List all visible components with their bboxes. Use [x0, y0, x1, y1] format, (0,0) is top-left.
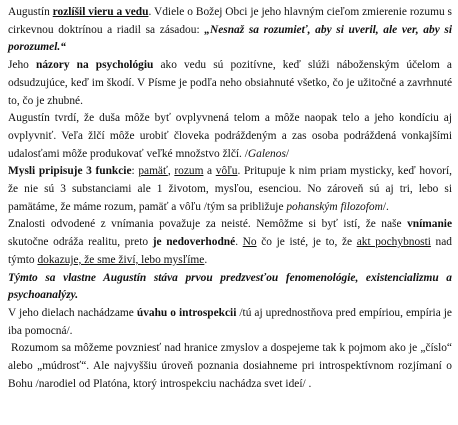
paragraph-forerunner [8, 270, 452, 305]
text-run: ako vedu sú pozitívne, keď slúži náboženským účelom a odsudzujúce, keď im škodí. V Písme je podľa neho obsiahnuté všetko, čo je užitočné a zavrhnuté to, čo je zhubné. [8, 59, 452, 107]
text-run: Znalosti odvodené z vnímania považuje za neisté. Nemôžme si byť istí, že naše [8, 218, 408, 231]
paragraph-perception-and-doubt [8, 216, 452, 269]
text-run: názory na psychológiu [35, 59, 154, 72]
text-run: . [204, 253, 208, 266]
paragraph-functions-of-mind [8, 163, 452, 216]
text-run: je nedoverhodné [152, 236, 236, 249]
paragraph-faith-and-science [8, 4, 452, 57]
text-run: Jeho [8, 59, 36, 72]
text-run: a [203, 165, 216, 178]
paragraph-introspection [8, 305, 452, 340]
text-run: /. [382, 200, 389, 213]
text-run: úvahu o introspekcii [136, 306, 237, 319]
text-run: Mysli pripisuje 3 funkcie [8, 165, 132, 178]
text-run: / [285, 147, 290, 160]
text-run: V jeho dielach nachádzame [8, 306, 137, 319]
text-run: Galenos [247, 147, 286, 160]
paragraph-soul-and-body [8, 110, 452, 163]
text-run: Týmto sa vlastne Augustín stáva prvou predzvesťou fenomenológie, existencializmu a psychoanalýzy. [8, 271, 452, 302]
text-run: . [235, 236, 243, 249]
text-run: , [167, 165, 175, 178]
paragraph-views-on-psychology [8, 57, 452, 110]
text-run: Augustín [8, 6, 53, 18]
paragraph-reason-and-god [8, 340, 452, 393]
text-run: rozlíšil vieru a vedu [52, 6, 149, 18]
text-run: dokazuje, že sme živí, lebo mysľíme [37, 253, 205, 266]
text-run: . Vdiele o Božej Obci je jeho hlavným cieľom zmierenie rozumu s cirkevnou doktrínou a riadil sa zásadou: [8, 6, 452, 36]
text-run: „Nesnaž sa rozumieť, aby si uveril, ale ver, aby si porozumel.“ [8, 23, 453, 54]
text-run: vôľu [215, 165, 238, 178]
text-run: . Pritupuje k nim priam mysticky, keď hovorí, že nie sú 3 substanciami ale 1 životom, mysľou, esenciou. No zároveň sú aj tri, lebo si pamätáme, že máme rozum, pamäť a vôľu /tým sa približuje [8, 165, 452, 213]
text-run: : [131, 165, 139, 178]
text-run: rozum [174, 165, 204, 178]
text-run: nad týmto [8, 236, 452, 266]
text-run: čo je isté, je to, že [256, 236, 357, 249]
text-run: /tú aj uprednostňova pred empíriou, empíria je iba pomocná/. [8, 306, 452, 337]
text-run: pohanským filozofom [286, 200, 383, 213]
text-run: Augustín tvrdí, že duša môže byť ovplyvnená telom a môže naopak telo a jeho kondíciu aj ovplyvniť. Veľa žlčí môže urobiť človeka podráždeným a zas osoba podráždená vonkajšími udalosťami môže produkovať veľké množstvo žlčí. / [8, 112, 452, 160]
text-run: No [242, 236, 257, 249]
text-run: Rozumom sa môžeme povzniesť nad hranice zmyslov a dospejeme tak k pojmom ako je „číslo“ alebo „múdrosť“. Ale najvyššiu úroveň poznania dosiahneme pri introspektívnom rozjímaní o Bohu /narodiel od Platóna, ktorý introspekciu nachádza svet ideí/ . [8, 342, 452, 390]
text-run: vnímanie [407, 218, 452, 231]
text-run: pamäť [138, 165, 168, 178]
text-run: akt pochybnosti [356, 236, 431, 249]
text-run: skutočne odráža realitu, preto [8, 236, 153, 249]
